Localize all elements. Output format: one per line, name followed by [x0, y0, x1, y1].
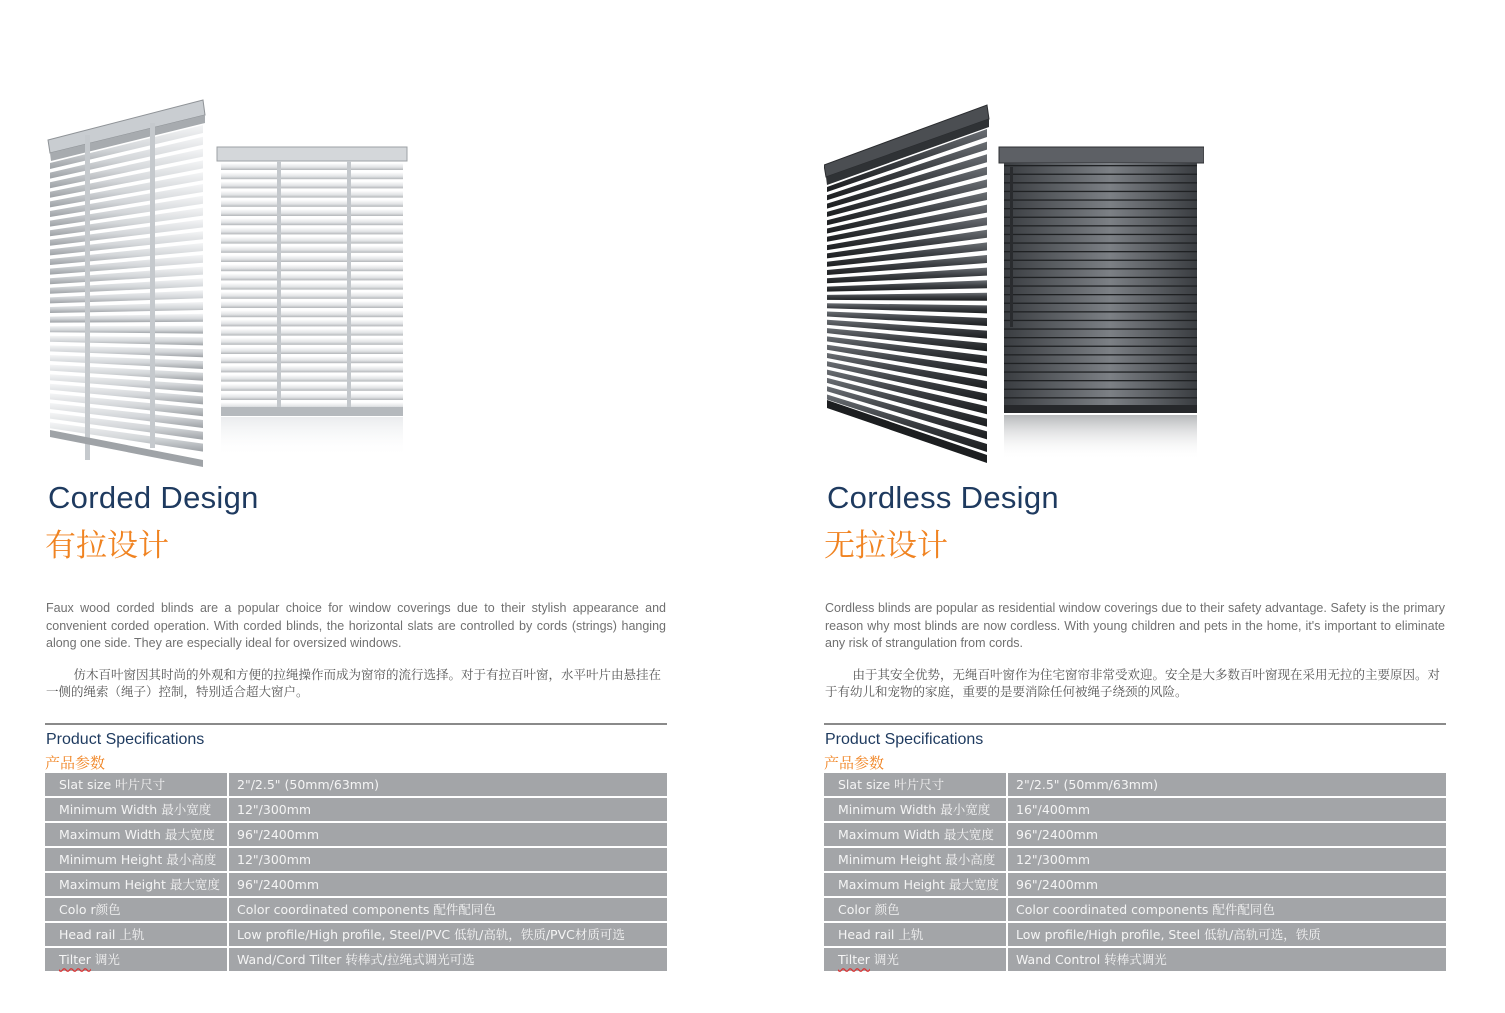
spec-row-head-rail [824, 923, 1446, 946]
blind-slat [1004, 389, 1197, 390]
blind-slat [221, 163, 403, 170]
spec-value: 96"/2400mm [1008, 873, 1446, 896]
blind-slat [221, 365, 403, 372]
spec-value: 2"/2.5" (50mm/63mm) [1008, 773, 1446, 796]
description-cn: 仿木百叶窗因其时尚的外观和方便的拉绳操作而成为窗帘的流行选择。对于有拉百叶窗，水平叶片由悬挂在一侧的绳索（绳子）控制，特别适合超大窗户。 [46, 667, 662, 699]
spec-row-slat-size [824, 773, 1446, 796]
spec-key-tilter: Tilter [59, 952, 91, 967]
blind-slat [221, 292, 403, 299]
section-title-en: Corded Design [48, 480, 259, 515]
blind-slat [827, 293, 987, 301]
blind-slat [221, 191, 403, 198]
blind-slat [1004, 363, 1197, 364]
spec-row-color [824, 898, 1446, 921]
cordless-blinds-image [824, 95, 1204, 470]
blind-slat [221, 227, 403, 234]
spec-key: Maximum Height 最大宽度 [824, 873, 1006, 896]
spec-heading-cn: 产品参数 [45, 754, 106, 772]
spec-key-rest: 调光 [90, 952, 120, 967]
spec-value: Wand Control 转棒式调光 [1008, 948, 1446, 971]
spec-heading-en: Product Specifications [825, 731, 984, 748]
description-cn: 由于其安全优势，无绳百叶窗作为住宅窗帘非常受欢迎。安全是大多数百叶窗现在采用无拉的主要原因。对于有幼儿和宠物的家庭，重要的是要消除任何被绳子绕颈的风险。 [825, 667, 1441, 699]
spec-key: Minimum Width 最小宽度 [824, 798, 1006, 821]
spec-key: Maximum Width 最大宽度 [45, 823, 227, 846]
spec-value: 12"/300mm [1008, 848, 1446, 871]
spec-value: 96"/2400mm [229, 823, 667, 846]
spec-row-tilter [45, 948, 667, 971]
blind-slat [1004, 268, 1197, 269]
spec-value: 16"/400mm [1008, 798, 1446, 821]
blind-slat [50, 336, 203, 346]
blind-slat [221, 264, 403, 271]
blind-slat [1004, 354, 1197, 355]
blind-slat [221, 181, 403, 188]
spec-row-min-width [824, 798, 1446, 821]
blind-slat [221, 356, 403, 363]
blind-slat [221, 200, 403, 207]
spec-key-rest: 调光 [869, 952, 899, 967]
description-en: Faux wood corded blinds are a popular choice for window coverings due to their stylish appearance and convenient corded operation. With corded blinds, the horizontal slats are controlled by cords (strings) hanging along one side. They are especially ideal for oversized windows. [46, 601, 666, 650]
description-en: Cordless blinds are popular as residential window coverings due to their safety advantage. Safety is the primary reason why most blinds are now cordless. With young children and pets in the home, it's important to eliminate any risk of strangulation from cords. [825, 601, 1445, 650]
spec-key: Colo r颜色 [45, 898, 227, 921]
spec-key-tilter: Tilter [838, 952, 870, 967]
blind-slat [1004, 294, 1197, 295]
corded-design-section [45, 0, 667, 1013]
section-title-en: Cordless Design [827, 480, 1059, 515]
section-title-cn: 无拉设计 [824, 528, 948, 564]
blind-slat [221, 329, 403, 336]
spec-value: 96"/2400mm [229, 873, 667, 896]
spec-key [824, 948, 1006, 971]
section-title-cn: 有拉设计 [45, 528, 169, 564]
blind-slat [1004, 303, 1197, 304]
corded-blinds-image [45, 95, 425, 470]
spec-key [45, 948, 227, 971]
blind-slat [221, 338, 403, 345]
blind-slat [1004, 174, 1197, 175]
spec-row-min-height [45, 848, 667, 871]
blind-slat [1004, 320, 1197, 321]
blind-slat [1004, 346, 1197, 347]
blind-slat [1004, 208, 1197, 209]
blind-slat [1004, 260, 1197, 261]
blind-slat [221, 283, 403, 290]
spec-key: Slat size 叶片尺寸 [45, 773, 227, 796]
divider [824, 723, 1446, 725]
spec-key: Minimum Height 最小高度 [824, 848, 1006, 871]
spec-heading-cn: 产品参数 [824, 754, 885, 772]
spec-value: 2"/2.5" (50mm/63mm) [229, 773, 667, 796]
blind-slat [1004, 251, 1197, 252]
blind-slat [221, 319, 403, 326]
spec-heading-en: Product Specifications [46, 731, 205, 748]
blind-slat [1004, 165, 1197, 166]
blind-slat [221, 218, 403, 225]
blind-slat [221, 246, 403, 253]
blind-slat [221, 237, 403, 244]
spec-value: Low profile/High profile, Steel/PVC 低轨/高轨，铁质/PVC材质可选 [229, 923, 667, 946]
spec-row-tilter [824, 948, 1446, 971]
spec-value: Low profile/High profile, Steel 低轨/高轨可选，铁质 [1008, 923, 1446, 946]
blind-slat [1004, 397, 1197, 398]
spec-value: 96"/2400mm [1008, 823, 1446, 846]
blind-slat [1004, 191, 1197, 192]
spec-key: Maximum Height 最大宽度 [45, 873, 227, 896]
blind-slat [221, 209, 403, 216]
spec-table [45, 773, 667, 973]
blind-slat [1004, 225, 1197, 226]
spec-row-max-height [45, 873, 667, 896]
spec-row-max-width [45, 823, 667, 846]
blind-slat [1004, 277, 1197, 278]
blind-slat [50, 345, 203, 357]
spec-value: 12"/300mm [229, 798, 667, 821]
blind-slat [1004, 371, 1197, 372]
divider [45, 723, 667, 725]
spec-key: Color 颜色 [824, 898, 1006, 921]
blind-slat [1004, 311, 1197, 312]
blind-slat [1004, 182, 1197, 183]
spec-row-color [45, 898, 667, 921]
spec-row-max-height [824, 873, 1446, 896]
blind-slat [827, 303, 987, 313]
blind-slat [50, 326, 203, 334]
blind-slat [221, 393, 403, 400]
spec-value: Color coordinated components 配件配同色 [229, 898, 667, 921]
blind-slat [221, 172, 403, 179]
blind-slat [1004, 337, 1197, 338]
spec-value: Color coordinated components 配件配同色 [1008, 898, 1446, 921]
cordless-design-section [824, 0, 1446, 1013]
blind-slat [50, 314, 203, 323]
blind-slat [221, 310, 403, 317]
spec-key: Minimum Width 最小宽度 [45, 798, 227, 821]
spec-row-max-width [824, 823, 1446, 846]
blind-slat [50, 302, 203, 313]
blind-slat [1004, 217, 1197, 218]
spec-row-min-width [45, 798, 667, 821]
spec-row-head-rail [45, 923, 667, 946]
blind-slat [1004, 199, 1197, 200]
spec-table [824, 773, 1446, 973]
blind-slat [1004, 285, 1197, 286]
blind-slat [221, 375, 403, 382]
blind-slat [221, 347, 403, 354]
blind-slat [1004, 242, 1197, 243]
spec-key: Maximum Width 最大宽度 [824, 823, 1006, 846]
blind-slat [1004, 328, 1197, 329]
spec-key: Head rail 上轨 [45, 923, 227, 946]
blind-slat [221, 384, 403, 391]
blind-slat [1004, 380, 1197, 381]
blind-slat [1004, 234, 1197, 235]
spec-value: 12"/300mm [229, 848, 667, 871]
spec-key: Head rail 上轨 [824, 923, 1006, 946]
spec-row-min-height [824, 848, 1446, 871]
spec-value: Wand/Cord Tilter 转棒式/拉绳式调光可选 [229, 948, 667, 971]
blind-slat [221, 273, 403, 280]
blind-slat [221, 301, 403, 308]
spec-key: Slat size 叶片尺寸 [824, 773, 1006, 796]
spec-row-slat-size [45, 773, 667, 796]
blind-slat [221, 255, 403, 262]
spec-key: Minimum Height 最小高度 [45, 848, 227, 871]
